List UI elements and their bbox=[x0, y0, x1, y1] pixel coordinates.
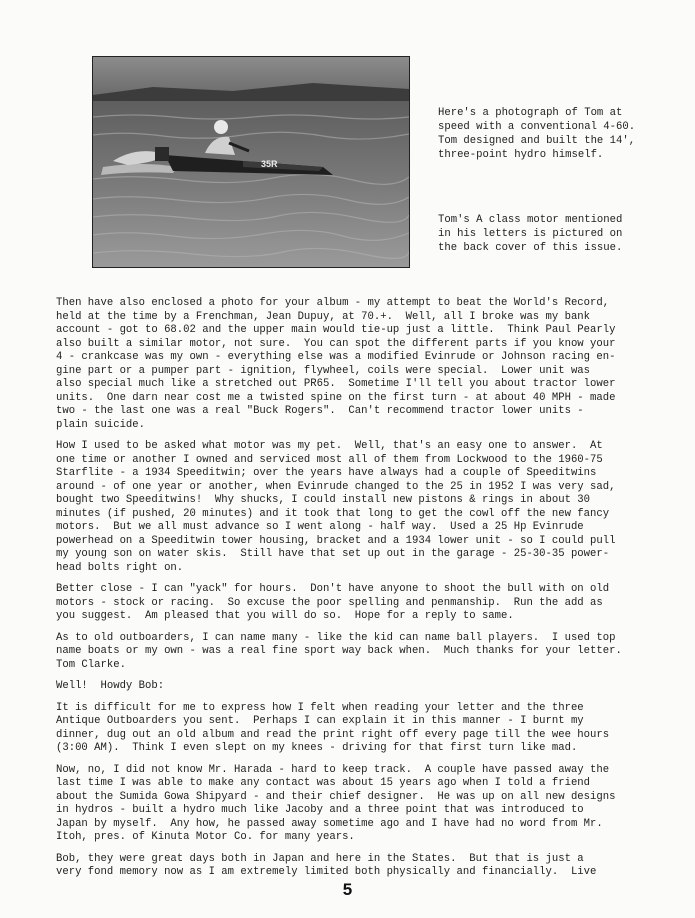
paragraph: How I used to be asked what motor was my pet. Well, that's an easy one to answer. At one time or another I owned and serviced most all of them from Lockwood to the 1960-75 Starflite - a 1934 Speeditwin; over the years have always had a couple of Speeditwins around - of one year or another, when Evinrude changed to the 25 in 1952 I was very sad, bought two Speeditwins! Why shucks, I could install new pistons & rings in about 30 minutes (if pushed, 20 minutes) and it took that long to get the cowl off the new fancy motors. But we all must advance so I went along - half way. Used a 25 Hp Evinrude powerhead on a Speeditwin tower housing, bracket and a 1934 lower unit - so I could pull my young son on water skis. Still have that set up out in the garage - 25-30-35 power- head bolts right on. bbox=[56, 440, 616, 574]
paragraph: Then have also enclosed a photo for your album - my attempt to beat the World's Record, held at the time by a Frenchman, Jean Dupuy, at 70.+. Well, all I broke was my bank account - got to 68.02 and the upper main would tie-up just a little. Think Paul Pearly also built a similar motor, not sure. You can spot the different parts if you know your 4 - crankcase was my own - everything else was a modified Evinrude or Johnson racing en- gine part or a pumper part - ignition, flywheel, coils were special. Lower unit was also special much like a stretched out PR65. Sometime I'll tell you about tractor lower units. One darn near cost me a twisted spine on the first turn - at about 40 MPH - made two - the last one was a real "Buck Rogers". Can't recommend tractor lower units - plain suicide. bbox=[56, 297, 616, 431]
letter-body bbox=[56, 297, 681, 888]
motor-note: Tom's A class motor mentioned in his letters is pictured on the back cover of this issue. bbox=[438, 214, 623, 254]
paragraph: Bob, they were great days both in Japan and here in the States. But that is just a very fond memory now as I am extremely limited both physically and financially. Live bbox=[56, 852, 597, 878]
greeting: Well! Howdy Bob: bbox=[56, 680, 165, 692]
photo-image bbox=[93, 57, 409, 267]
boat-number: 35R bbox=[261, 159, 278, 169]
racing-hydro-photo bbox=[92, 56, 410, 268]
paragraph: Better close - I can "yack" for hours. Don't have anyone to shoot the bull with on old motors - stock or racing. So excuse the poor spelling and penmanship. Run the add as you suggest. Am pleased that you will do so. Hope for a reply to same. bbox=[56, 583, 610, 622]
paragraph: It is difficult for me to express how I felt when reading your letter and the three Antique Outboarders you sent. Perhaps I can explain it in this manner - I burnt my dinner, dug out an old album and read the print right off every page till the wee hours (3:00 AM). Think I even slept on my knees - driving for that first turn like mad. bbox=[56, 701, 610, 754]
photo-caption: Here's a photograph of Tom at speed with a conventional 4-60. Tom designed and built the 14', three-point hydro himself. bbox=[438, 107, 636, 161]
paragraph: As to old outboarders, I can name many - like the kid can name ball players. I used top name boats or my own - was a real fine sport way back when. Much thanks for your letter. Tom Clarke. bbox=[56, 631, 622, 671]
paragraph: Now, no, I did not know Mr. Harada - hard to keep track. A couple have passed away the last time I was able to make any contact was about 15 years ago when I told a friend about the Sumida Gowa Shipyard - and their chief designer. He was up on all new designs in hydros - built a hydro much like Jacoby and a three point that was introduced to Japan by myself. Any how, he passed away sometime ago and I have had no word from Mr. Itoh, pres. of Kinuta Motor Co. for many years. bbox=[56, 763, 616, 843]
page-number: 5 bbox=[342, 880, 353, 899]
